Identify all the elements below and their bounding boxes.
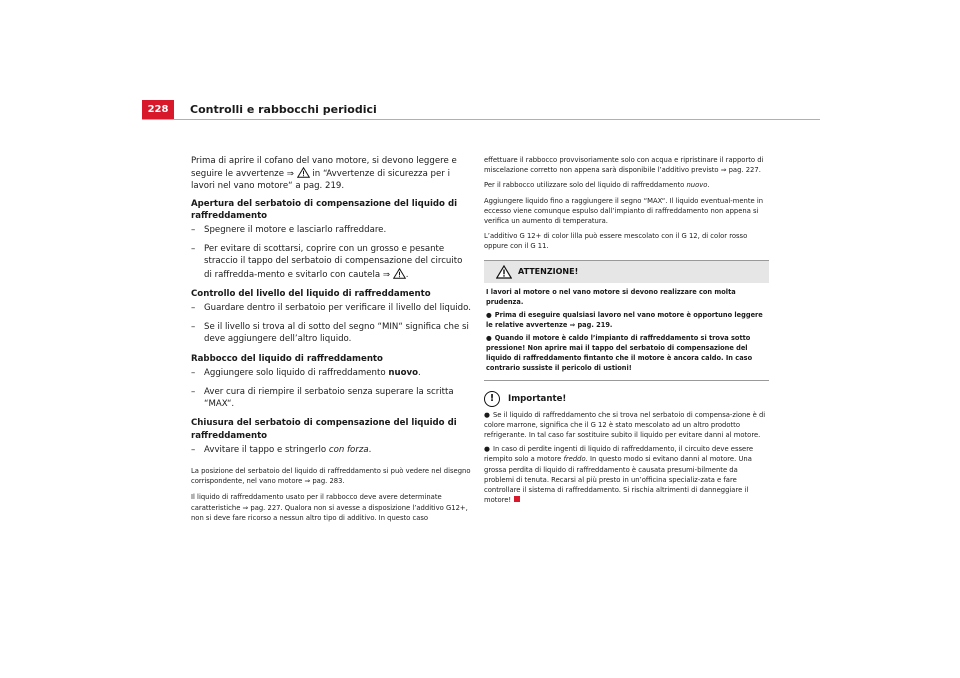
note-header	[484, 391, 769, 407]
heading-opening: Apertura del serbatoio di compensazione del liquido di raffreddamento	[191, 198, 458, 221]
heading-check-level: Controllo del livello del liquido di raffreddamento	[191, 288, 431, 299]
left-column	[191, 155, 471, 529]
note-title: Importante!	[508, 393, 567, 404]
list-item: – Per evitare di scottarsi, coprire con un grosso e pesante straccio il tappo del serbatoio di compensazione del circuito di raffredda-mento e svitarlo con cautela ⇒ .	[191, 244, 463, 280]
warning-header	[484, 261, 769, 283]
list-item: – Se il livello si trova al di sotto del segno “MIN“ significa che si deve aggiungere dell’altro liquido.	[191, 322, 469, 345]
page-number: 228	[142, 100, 174, 119]
paragraph: effettuare il rabbocco provvisoriamente solo con acqua e ripristinare il rapporto di miscelazione corretto non appena sarà disponibile l’additivo previsto ⇒ pag. 227.	[484, 156, 764, 175]
list-item: – Guardare dentro il serbatoio per verificare il livello del liquido.	[191, 303, 471, 314]
warning-title: ATTENZIONE!	[518, 266, 579, 276]
warning-box	[484, 260, 769, 381]
page-header	[0, 100, 820, 122]
header-divider	[142, 119, 820, 120]
heading-closing: Chiusura del serbatoio di compensazione del liquido di raffreddamento	[191, 418, 457, 441]
paragraph: Aggiungere liquido fino a raggiungere il segno “MAX“. Il liquido eventual-mente in eccesso viene comunque espulso dall’impianto di raffreddamento non appena si verifica un aumento di temperatura.	[484, 196, 764, 226]
warning-triangle-icon	[297, 167, 310, 178]
note-bullet: ● In caso di perdite ingenti di liquido di raffreddamento, il circuito deve essere riempito solo a motore freddo. In questo modo si evitano danni al motore. Una grossa perdita di liquido di raffreddamento è causata presumi-bilmente da problemi di tenuta. Recarsi al più presto in un’officina specializ-zata e fare controllare il sistema di raffreddamento. Si rischia altrimenti di danneggiare il motore!	[484, 445, 754, 505]
intro-paragraph: Prima di aprire il cofano del vano motore, si devono leggere e seguire le avvertenze ⇒ in “Avvertenze di sicurezza per i lavori nel vano motore“ a pag. 219.	[191, 156, 457, 192]
footnote-text: La posizione del serbatoio del liquido di raffreddamento si può vedere nel disegno corrispondente, nel vano motore ⇒ pag. 283. Il liquido di raffreddamento usato per il rabbocco deve avere determinate caratteristiche ⇒ pag. 227. Qualora non si avesse a disposizione l’additivo G12+, non si deve fare ricorso a nessun altro tipo di additivo. In questo caso	[191, 467, 471, 522]
paragraph: L’additivo G 12+ di color lilla può essere mescolato con il G 12, di color rosso oppure con il G 11.	[484, 232, 748, 251]
list-item: – Aver cura di riempire il serbatoio senza superare la scritta “MAX“.	[191, 387, 454, 410]
list-item: – Avvitare il tappo e stringerlo con forza.	[191, 444, 372, 455]
warning-body: I lavori al motore o nel vano motore si devono realizzare con molta prudenza. ● Prima di eseguire qualsiasi lavoro nel vano motore è opportuno leggere le relative avvertenze ⇒ pag. 219. ● Quando il motore è caldo l’impianto di raffreddamento si trova sotto pressione! Non aprire mai il tappo del serbatoio di compensazione del liquido di raffreddamento fintanto che il motore è ancora caldo. In caso contrario sussiste il pericolo di ustioni!	[484, 283, 769, 380]
warning-bullet: ● Prima di eseguire qualsiasi lavoro nel vano motore è opportuno leggere le relative avvertenze ⇒ pag. 219.	[486, 310, 763, 329]
note-bullet: ● Se il liquido di raffreddamento che si trova nel serbatoio di compensa-zione è di colore marrone, significa che il G 12 è stato mescolato ad un altro prodotto refrigerante. In tal caso far sostituire subito il liquido per evitare danni al motore.	[484, 410, 766, 440]
warning-triangle-icon	[496, 265, 512, 279]
warning-bullet: ● Quando il motore è caldo l’impianto di raffreddamento si trova sotto pressione! Non aprire mai il tappo del serbatoio di compensazione del liquido di raffreddamento fintanto che il motore è ancora caldo. In caso contrario sussiste il pericolo di ustioni!	[486, 333, 753, 372]
end-mark-icon	[514, 496, 520, 502]
exclamation-circle-icon: !	[484, 391, 500, 407]
right-column	[484, 155, 769, 509]
section-title: Controlli e rabbocchi periodici	[190, 103, 377, 116]
list-item: – Spegnere il motore e lasciarlo raffreddare.	[191, 225, 387, 236]
heading-refill: Rabbocco del liquido di raffreddamento	[191, 353, 383, 364]
paragraph: Per il rabbocco utilizzare solo del liquido di raffreddamento nuovo.	[484, 181, 710, 190]
list-item: – Aggiungere solo liquido di raffreddamento nuovo.	[191, 367, 421, 378]
warning-triangle-icon	[393, 268, 406, 279]
